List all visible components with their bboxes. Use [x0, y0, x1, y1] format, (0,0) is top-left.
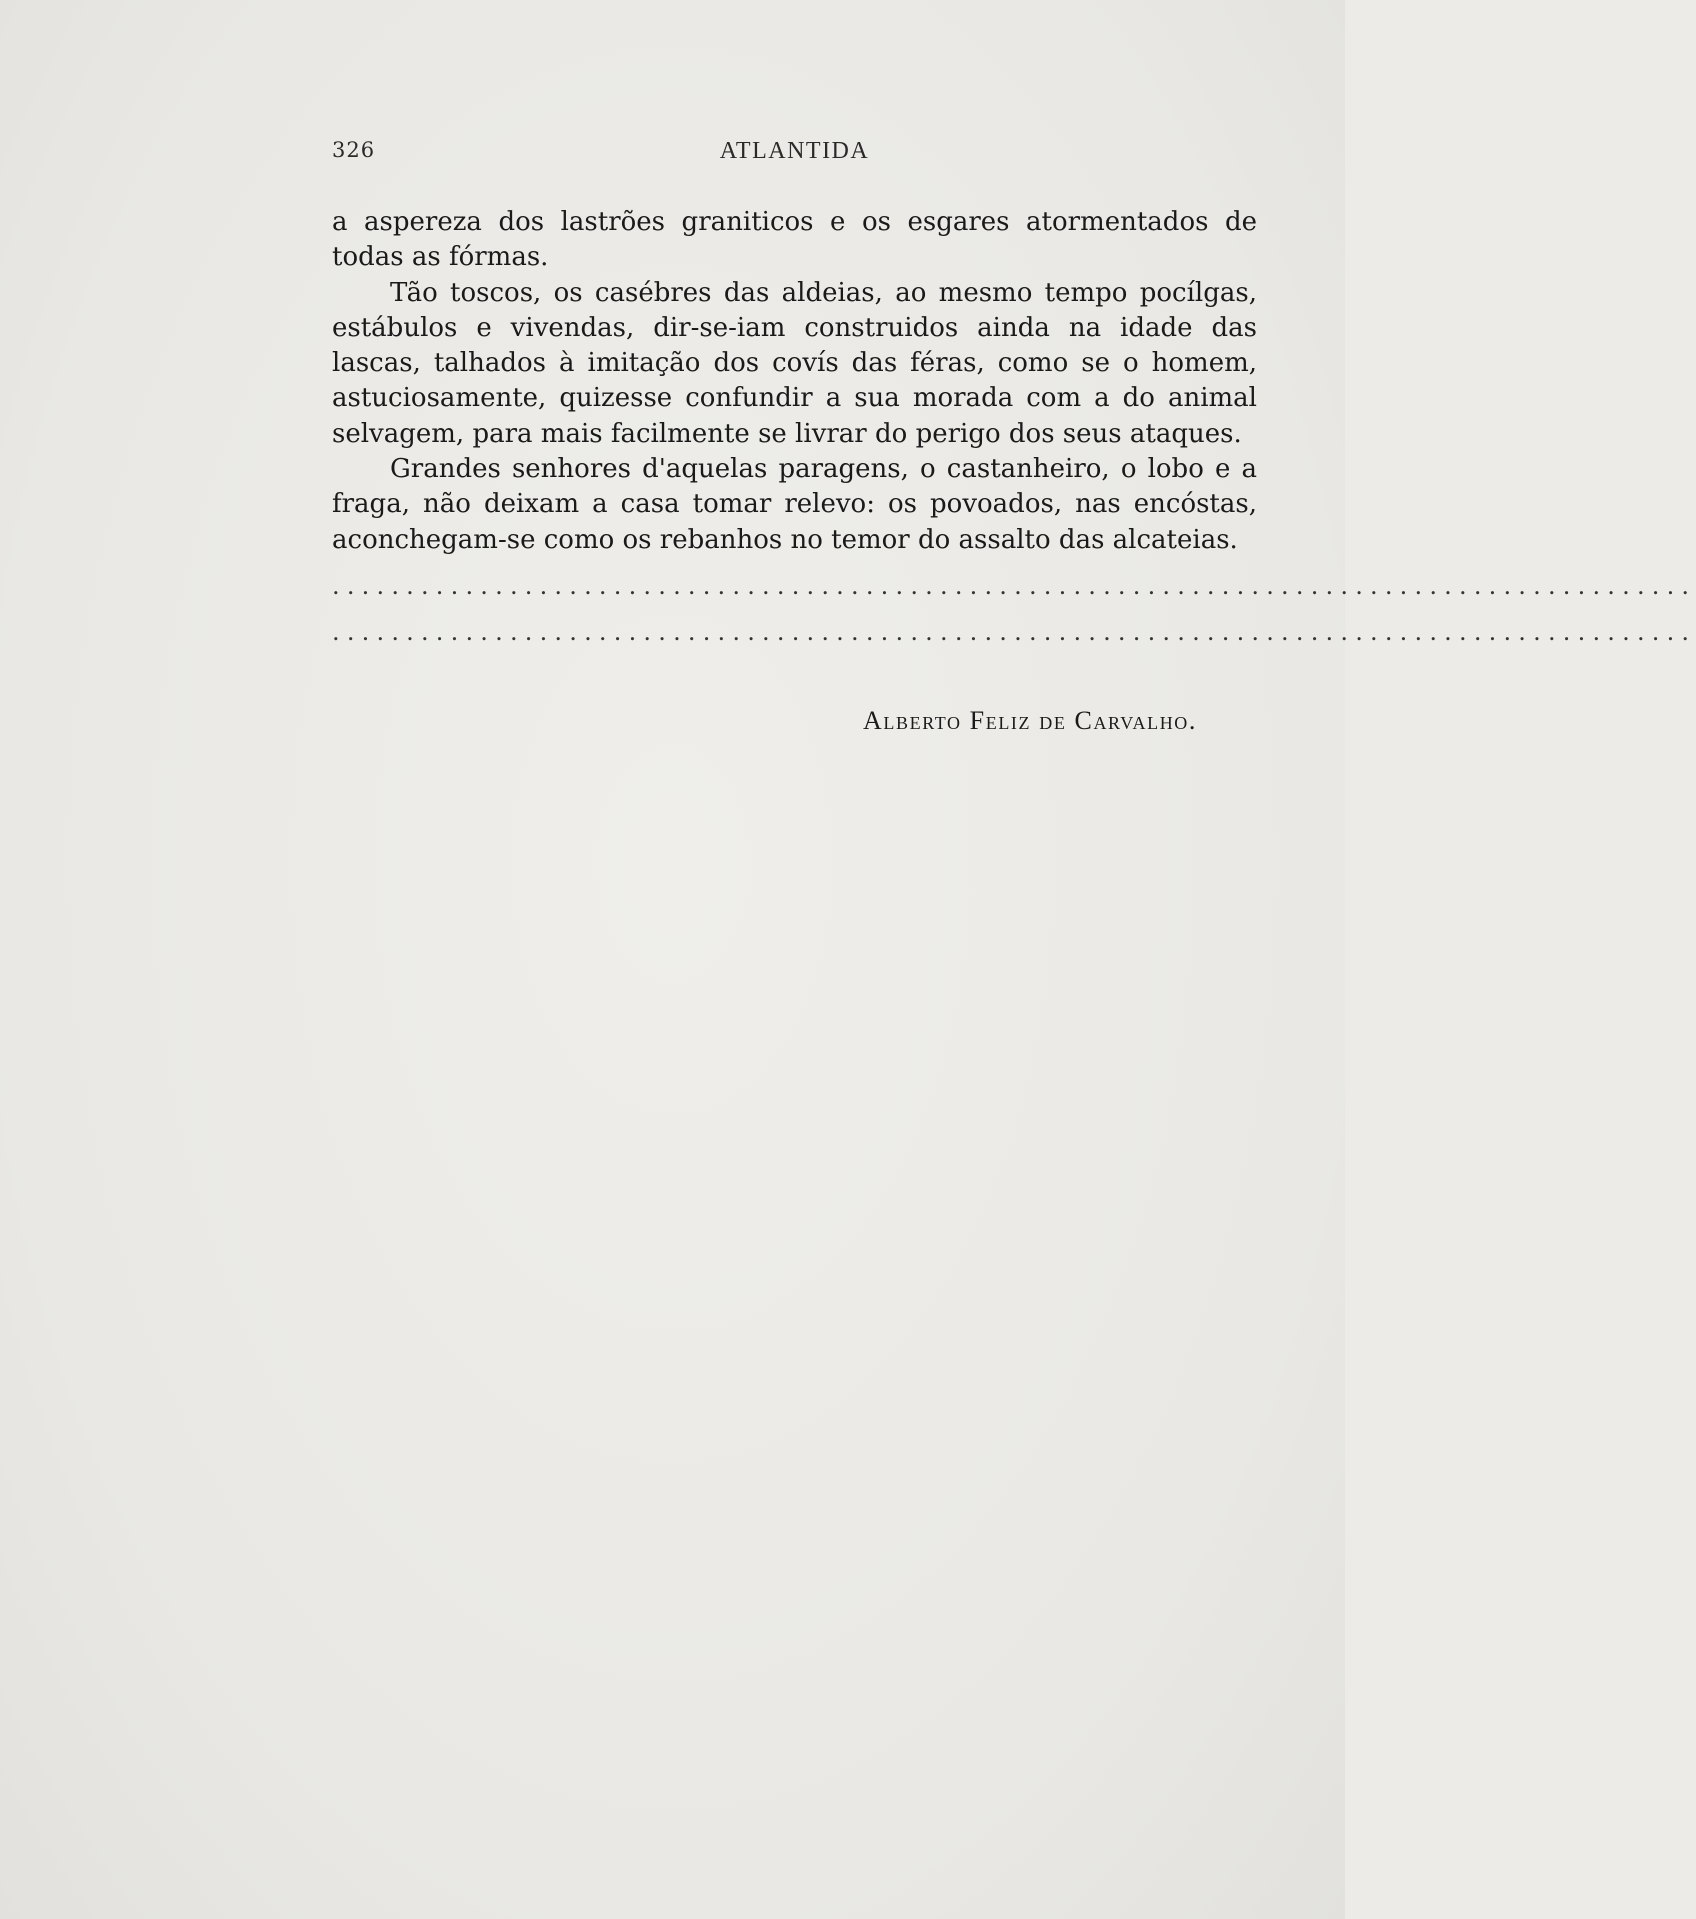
running-head: ATLANTIDA — [719, 138, 870, 164]
page-header — [332, 138, 1257, 172]
separator-dots-2: ............................................................................................ — [332, 618, 1696, 646]
paragraph-2: Tão toscos, os casébres das aldeias, ao mesmo tempo pocílgas, estábulos e vivendas, dir-se-iam construidos ainda na idade das lascas, talhados à imitação dos covís das féras, como se o homem, astuciosamente, quizesse confundir a sua morada com a do animal selvagem, para mais facilmente se livrar do perigo dos seus ataques. — [332, 277, 1257, 449]
paragraph-3: Grandes senhores d'aquelas paragens, o castanheiro, o lobo e a fraga, não deixam a casa tomar relevo: os povoados, nas encóstas, aconchegam-se como os rebanhos no temor do assalto das alcateias. — [332, 454, 1257, 555]
page-number: 326 — [332, 138, 376, 162]
paragraph-1: a aspereza dos lastrões graniticos e os esgares atormentados de todas as fórmas. — [332, 207, 1257, 273]
body-text — [332, 205, 1257, 558]
author-signature: Alberto Feliz de Carvalho. — [863, 706, 1197, 735]
separator-dots-1: ............................................................................................ — [332, 572, 1696, 600]
